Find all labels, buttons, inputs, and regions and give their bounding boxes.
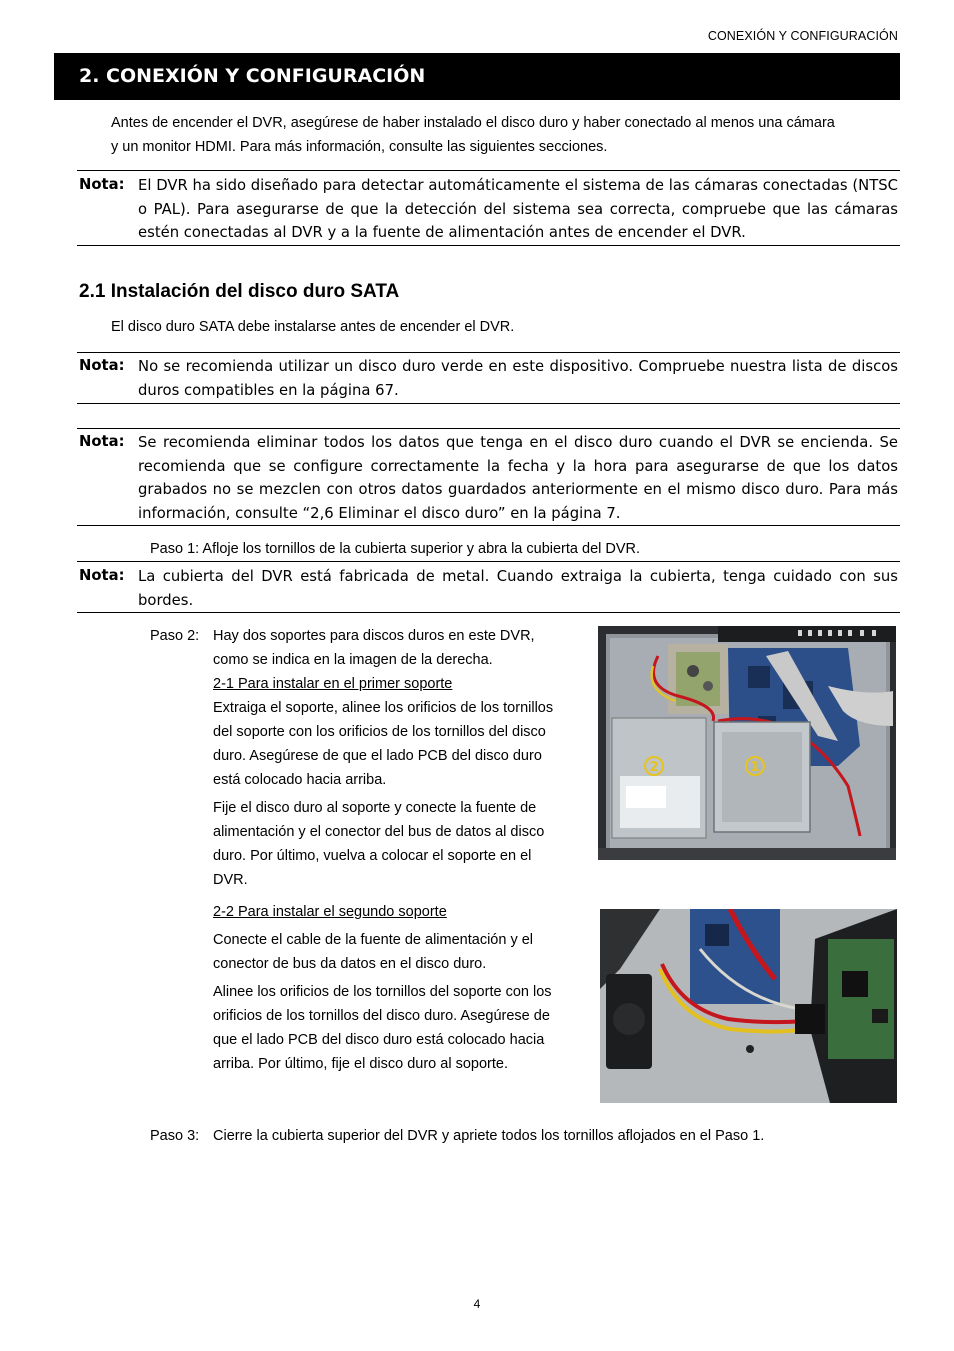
intro-line-2: y un monitor HDMI. Para más información, consulte las siguientes secciones. — [111, 139, 608, 155]
note-label: Nota: — [79, 567, 125, 584]
step-2-line: DVR. — [213, 872, 248, 888]
step-2-line: duro. Asegúrese de que el lado PCB del disco duro — [213, 748, 542, 764]
step-2-line: Hay dos soportes para discos duros en este DVR, — [213, 628, 535, 644]
step-2-line: conector de bus da datos en el disco duro. — [213, 956, 487, 972]
intro-line-1: Antes de encender el DVR, asegúrese de haber instalado el disco duro y haber conectado al menos una cámara — [111, 115, 835, 131]
section-title: 2. CONEXIÓN Y CONFIGURACIÓN — [79, 65, 426, 87]
step-2-line: está colocado hacia arriba. — [213, 772, 387, 788]
bracket-2-marker: 2 — [649, 760, 659, 775]
intro-paragraph — [111, 111, 835, 159]
note-text-4: La cubierta del DVR está fabricada de metal. Cuando extraiga la cubierta, tenga cuidado con sus bordes. — [138, 568, 898, 609]
note-label: Nota: — [79, 433, 125, 450]
step-2-line: que el lado PCB del disco duro está colocado hacia — [213, 1032, 545, 1048]
step-3-text: Cierre la cubierta superior del DVR y apriete todos los tornillos aflojados en el Paso 1. — [213, 1128, 765, 1144]
page-number: 4 — [473, 1297, 481, 1311]
note-box-2 — [77, 352, 900, 404]
note-box-4 — [77, 561, 900, 613]
note-label: Nota: — [79, 176, 125, 193]
note-label: Nota: — [79, 357, 125, 374]
subsection-intro: El disco duro SATA debe instalarse antes de encender el DVR. — [111, 319, 515, 335]
dvr-interior-illustration — [598, 626, 896, 860]
substep-1-title: 2-1 Para instalar en el primer soporte — [213, 676, 453, 692]
step-2-line: como se indica en la imagen de la derecha. — [213, 652, 493, 668]
step-3-label: Paso 3: — [150, 1128, 200, 1144]
step-2-text — [213, 624, 588, 892]
step-2-line: Conecte el cable de la fuente de alimentación y el — [213, 932, 534, 948]
substep-2-title: 2-2 Para instalar el segundo soporte — [213, 904, 447, 920]
step-2-line: alimentación y el conector del bus de datos al disco — [213, 824, 545, 840]
note-text-1: El DVR ha sido diseñado para detectar automáticamente el sistema de las cámaras conectadas (NTSC o PAL). Para asegurarse de que la detección del sistema sea correcta, compruebe que las cámaras estén conectadas al DVR y a la fuente de alimentación antes de encender el DVR. — [138, 177, 898, 241]
step-2-line: orificios de los tornillos del disco duro. Asegúrese de — [213, 1008, 550, 1024]
hdd-cable-photo — [600, 909, 897, 1103]
step-2-line: duro. Por último, vuelva a colocar el soporte en el — [213, 848, 532, 864]
step-1: Paso 1: Afloje los tornillos de la cubierta superior y abra la cubierta del DVR. — [150, 541, 641, 557]
section-banner — [54, 53, 900, 100]
note-box-1 — [77, 170, 900, 246]
step-2-line: arriba. Por último, fije el disco duro al soporte. — [213, 1056, 508, 1072]
substep-2-text — [213, 900, 588, 1076]
step-2-line: Extraiga el soporte, alinee los orificios de los tornillos — [213, 700, 554, 716]
step-2-line: Alinee los orificios de los tornillos del soporte con los — [213, 984, 552, 1000]
step-2-label: Paso 2: — [150, 628, 200, 644]
dvr-interior-photo — [598, 626, 896, 860]
note-box-3 — [77, 428, 900, 526]
running-header: CONEXIÓN Y CONFIGURACIÓN — [707, 29, 898, 43]
note-text-3: Se recomienda eliminar todos los datos que tenga en el disco duro cuando el DVR se encienda. Se recomienda que se configure correctamente la fecha y la hora para asegurarse de que los datos grabados no se mezclen con otros datos guardados anteriormente en el mismo disco duro. Para más información, consulte “2,6 Eliminar el disco duro” en la página 7. — [138, 434, 898, 522]
bracket-1-marker: 1 — [750, 760, 760, 775]
hdd-cable-illustration — [600, 909, 897, 1103]
step-2-line: Fije el disco duro al soporte y conecte la fuente de — [213, 800, 537, 816]
step-2-line: del soporte con los orificios de los tornillos del disco — [213, 724, 546, 740]
subsection-title: 2.1 Instalación del disco duro SATA — [79, 281, 400, 302]
note-text-2: No se recomienda utilizar un disco duro verde en este dispositivo. Compruebe nuestra lista de discos duros compatibles en la página 67. — [138, 358, 898, 399]
